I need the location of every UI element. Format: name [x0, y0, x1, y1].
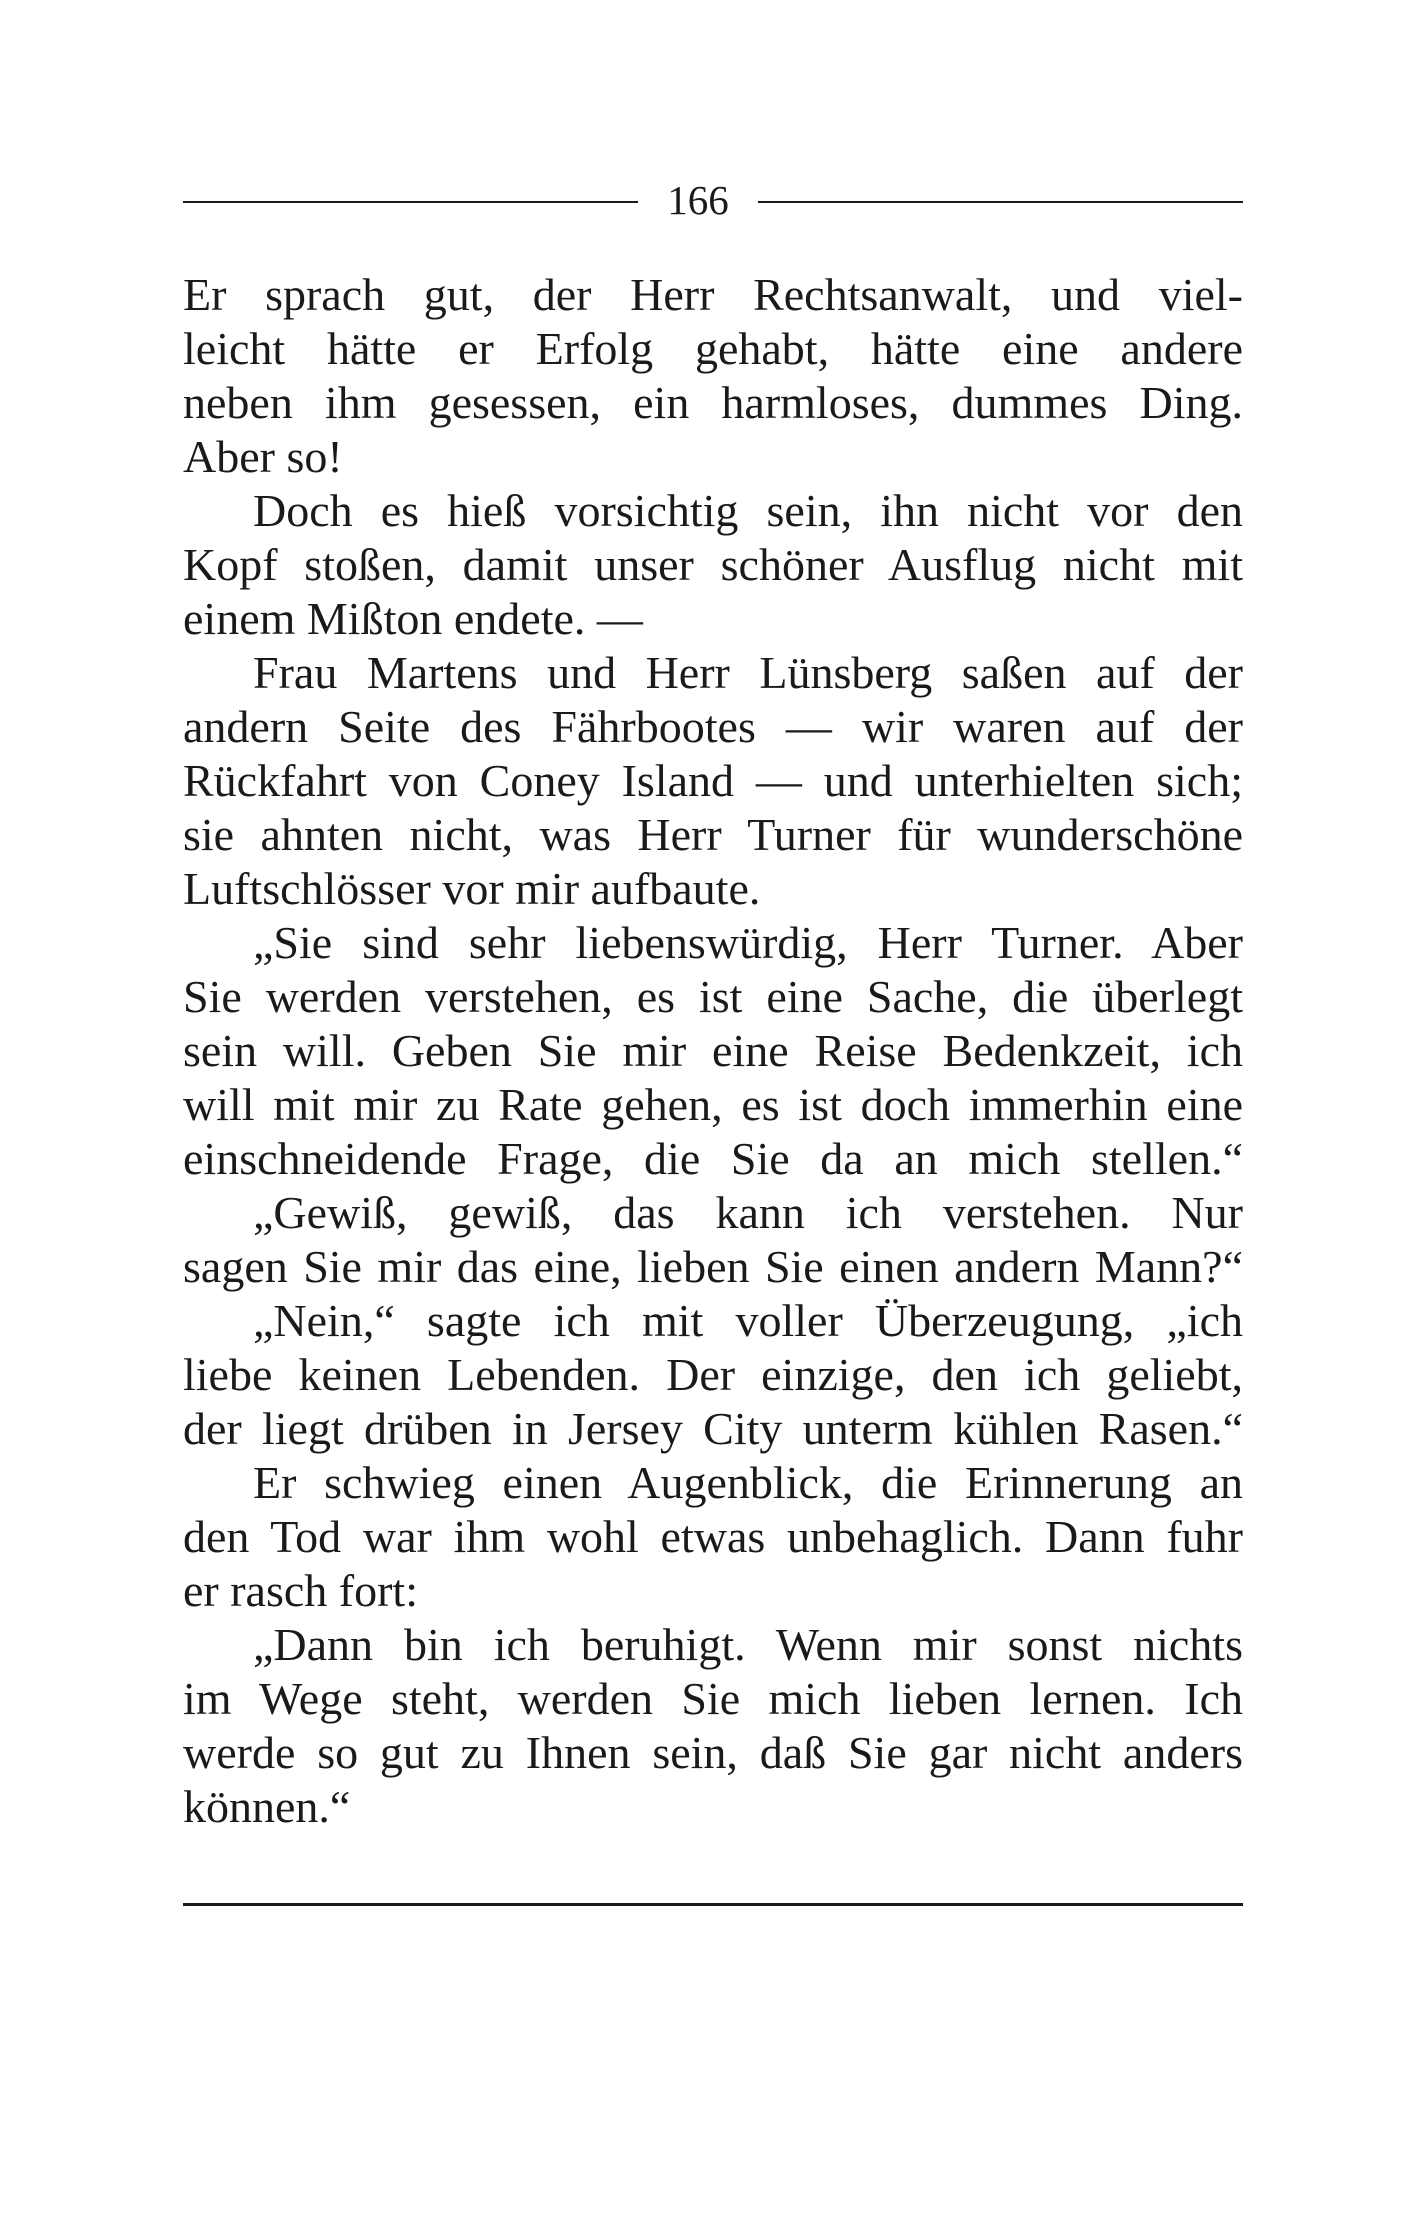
text-line: sein will. Geben Sie mir eine Reise Bedenkzeit, ich [183, 1025, 1243, 1076]
text-line: Frau Martens und Herr Lünsberg saßen auf der [253, 647, 1243, 698]
text-line: er rasch fort: [183, 1565, 418, 1616]
text-line: Sie werden verstehen, es ist eine Sache, die überlegt [183, 971, 1243, 1022]
page-number: 166 [667, 177, 729, 223]
text-line: neben ihm gesessen, ein harmloses, dummes Ding. [183, 377, 1243, 428]
text-line: Luftschlösser vor mir aufbaute. [183, 863, 761, 914]
text-line: sagen Sie mir das eine, lieben Sie einen andern Mann?“ [183, 1241, 1243, 1292]
text-line: werde so gut zu Ihnen sein, daß Sie gar nicht anders [183, 1727, 1243, 1778]
text-line: Doch es hieß vorsichtig sein, ihn nicht vor den [253, 485, 1243, 536]
page-header [183, 176, 1243, 224]
text-line: „Dann bin ich beruhigt. Wenn mir sonst nichts [253, 1619, 1243, 1670]
text-line: liebe keinen Lebenden. Der einzige, den ich geliebt, [183, 1349, 1243, 1400]
text-line: will mit mir zu Rate gehen, es ist doch immerhin eine [183, 1079, 1243, 1130]
text-line: können.“ [183, 1781, 351, 1832]
text-line: Kopf stoßen, damit unser schöner Ausflug nicht mit [183, 539, 1243, 590]
text-line: „Gewiß, gewiß, das kann ich verstehen. Nur [253, 1187, 1243, 1238]
text-line: „Sie sind sehr liebenswürdig, Herr Turner. Aber [253, 917, 1243, 968]
body-text [183, 268, 1243, 1834]
text-line: im Wege steht, werden Sie mich lieben lernen. Ich [183, 1673, 1243, 1724]
text-line: einschneidende Frage, die Sie da an mich stellen.“ [183, 1133, 1243, 1184]
text-line: der liegt drüben in Jersey City unterm kühlen Rasen.“ [183, 1403, 1243, 1454]
text-line: Rückfahrt von Coney Island — und unterhielten sich; [183, 755, 1243, 806]
text-line: Aber so! [183, 431, 343, 482]
text-line: den Tod war ihm wohl etwas unbehaglich. Dann fuhr [183, 1511, 1243, 1562]
footer-rule [183, 1903, 1243, 1906]
text-line: andern Seite des Fährbootes — wir waren auf der [183, 701, 1243, 752]
header-rule-right [758, 201, 1243, 203]
header-rule-left [183, 201, 638, 203]
text-line: sie ahnten nicht, was Herr Turner für wunderschöne [183, 809, 1243, 860]
text-line: Er schwieg einen Augenblick, die Erinnerung an [253, 1457, 1243, 1508]
text-line: „Nein,“ sagte ich mit voller Überzeugung, „ich [253, 1295, 1243, 1346]
text-line: einem Mißton endete. — [183, 593, 643, 644]
text-line: leicht hätte er Erfolg gehabt, hätte eine andere [183, 323, 1243, 374]
text-line: Er sprach gut, der Herr Rechtsanwalt, und viel- [183, 269, 1243, 320]
